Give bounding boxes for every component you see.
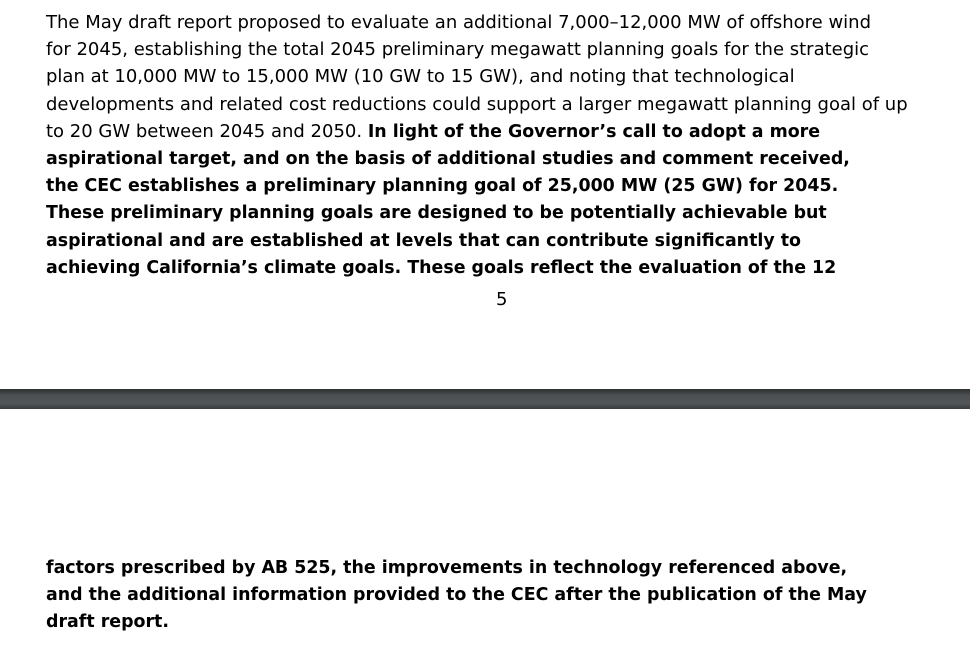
page-separator	[0, 389, 970, 409]
text-line	[46, 63, 795, 90]
text: to 20 GW between 2045 and 2050.	[46, 120, 368, 142]
text: developments and related cost reductions could support a larger megawatt planning goal of up	[46, 93, 908, 115]
bold-text: aspirational target, and on the basis of additional studies and comment received,	[46, 149, 850, 169]
text-line	[46, 91, 908, 118]
page-number: 5	[496, 289, 508, 310]
text-line	[46, 227, 801, 255]
text-line	[46, 254, 836, 282]
bold-text: factors prescribed by AB 525, the improvements in technology referenced above,	[46, 558, 848, 578]
bold-text: and the additional information provided to the CEC after the publication of the May	[46, 585, 867, 606]
bold-text: aspirational and are established at levels that can contribute significantly to	[46, 230, 801, 251]
text-line	[46, 554, 847, 582]
text-line	[46, 36, 869, 63]
bold-text: These preliminary planning goals are designed to be potentially achievable but	[46, 203, 827, 224]
text-line	[46, 581, 867, 609]
text-line	[46, 145, 850, 173]
text-line	[46, 118, 820, 146]
text-line	[46, 172, 838, 200]
document-page-6	[0, 409, 970, 646]
bold-text: In light of the Governor’s call to adopt a more	[367, 121, 821, 142]
text: for 2045, establishing the total 2045 preliminary megawatt planning goals for the strategic	[46, 39, 870, 61]
text-line	[46, 199, 827, 227]
text-line	[46, 608, 169, 636]
bold-text: draft report.	[46, 612, 169, 633]
bold-text: the CEC establishes a preliminary planning goal of 25,000 MW (25 GW) for 2045.	[46, 176, 839, 197]
bold-text: achieving California’s climate goals. These goals reflect the evaluation of the 12	[46, 257, 837, 278]
text: The May draft report proposed to evaluate an additional 7,000–12,000 MW of offshore wind	[46, 12, 872, 33]
text-line	[46, 9, 871, 36]
text: plan at 10,000 MW to 15,000 MW (10 GW to 15 GW), and noting that technological	[46, 66, 795, 88]
